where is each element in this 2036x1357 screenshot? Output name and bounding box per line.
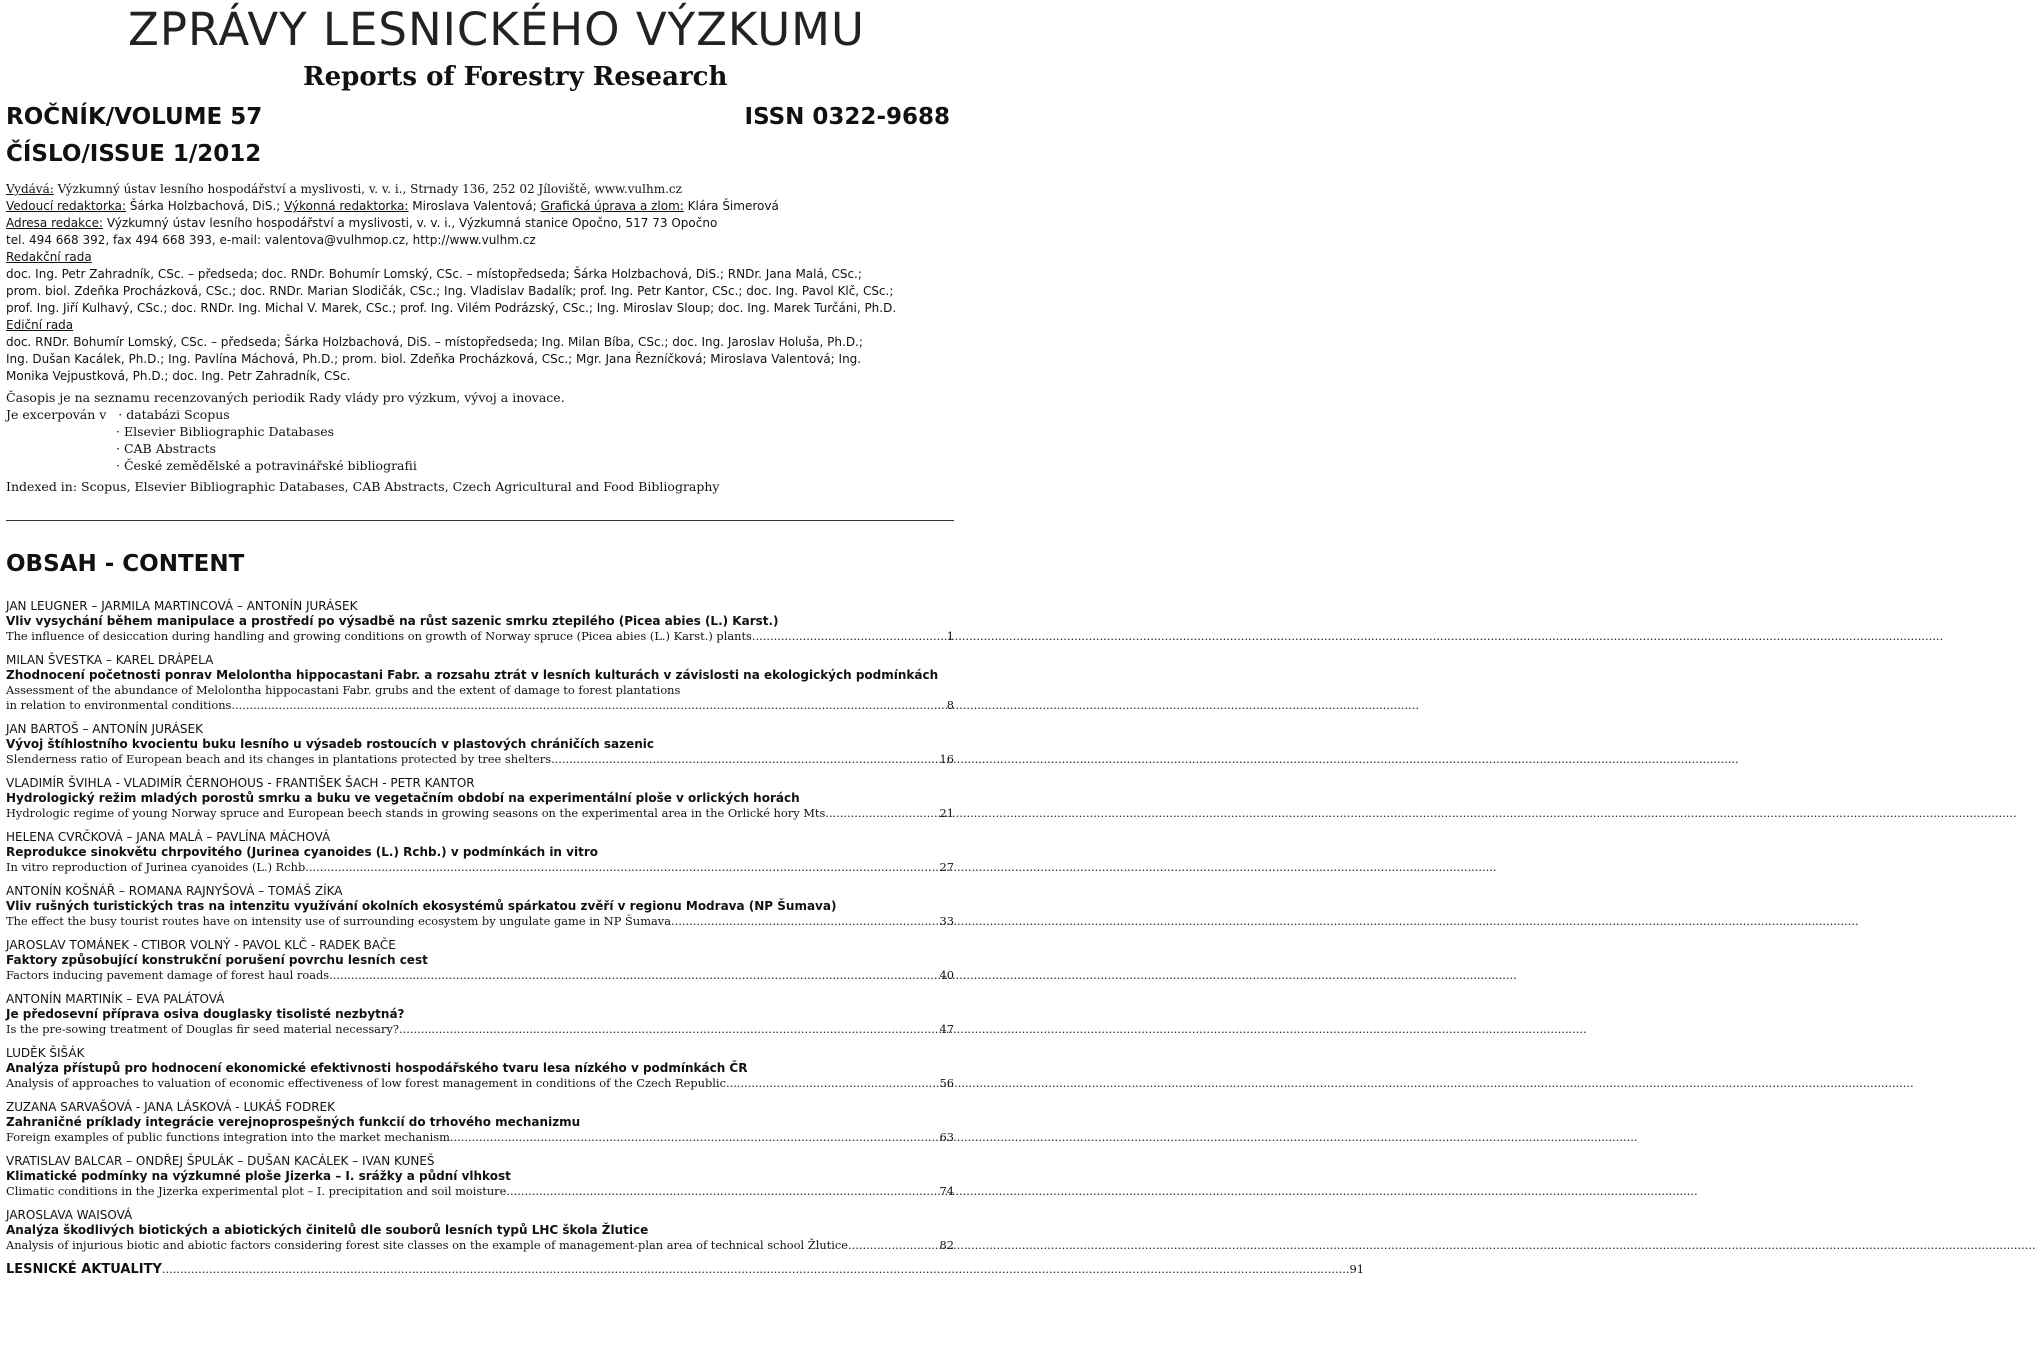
dot-leader <box>399 1022 939 1037</box>
toc-entry[interactable] <box>6 599 954 644</box>
toc-page-number: 56 <box>939 1076 954 1090</box>
excerpt-item-1: · databázi Scopus <box>118 407 230 422</box>
issn-label: ISSN 0322-9688 <box>744 104 950 130</box>
dot-leader <box>450 1130 939 1145</box>
excerpt-line <box>6 406 954 423</box>
toc-english-title: Analysis of approaches to valuation of economic effectiveness of low forest management in conditions of the Czech Republic <box>6 1076 726 1090</box>
toc-czech-title: Klimatické podmínky na výzkumné ploše Jizerka – I. srážky a půdní vlhkost <box>6 1169 511 1183</box>
contents-heading: OBSAH - CONTENT <box>6 551 245 577</box>
toc-czech-title: Analýza škodlivých biotických a abiotických činitelů dle souborů lesních typů LHC škola Žlutice <box>6 1223 649 1237</box>
toc-authors: MILAN ŠVESTKA – KAREL DRÁPELA <box>6 653 214 667</box>
toc-entry[interactable] <box>6 992 954 1037</box>
toc-english-line <box>6 968 954 983</box>
toc-english-title: Analysis of injurious biotic and abiotic factors considering forest site classes on the example of management-plan area of technical school Žlutice <box>6 1238 849 1252</box>
toc-english-title: In vitro reproduction of Jurinea cyanoides (L.) Rchb. <box>6 860 309 874</box>
toc-czech-title: Vliv rušných turistických tras na intenzitu využívání okolních ekosystémů spárkatou zvěří v regionu Modrava (NP Šumava) <box>6 899 837 913</box>
toc-entry-news[interactable] <box>6 1262 1364 1277</box>
journal-subtitle: Reports of Forestry Research <box>303 62 728 92</box>
board-label: Redakční rada <box>6 250 92 264</box>
table-of-contents <box>6 599 1364 1277</box>
indexed-line: Indexed in: Scopus, Elsevier Bibliographic Databases, CAB Abstracts, Czech Agricultural and Food Bibliography <box>6 479 720 494</box>
excerpt-item-4: · České zemědělské a potravinářské bibliografii <box>116 458 417 473</box>
toc-authors: LUDĚK ŠIŠÁK <box>6 1046 85 1060</box>
toc-english-title: Is the pre-sowing treatment of Douglas fir seed material necessary? <box>6 1022 399 1036</box>
excerpt-item-2: · Elsevier Bibliographic Databases <box>116 424 335 439</box>
toc-english-title: Foreign examples of public functions integration into the market mechanism <box>6 1130 450 1144</box>
design-text: Klára Šimerová <box>683 199 779 213</box>
toc-english-title: Slenderness ratio of European beach and its changes in plantations protected by tree shelters <box>6 752 552 766</box>
journal-title: ZPRÁVY LESNICKÉHO VÝZKUMU <box>128 3 865 56</box>
peer-review-line: Časopis je na seznamu recenzovaných periodik Rady vlády pro výzkum, vývoj a inovace. <box>6 390 565 405</box>
toc-page-number: 16 <box>939 752 954 766</box>
toc-authors: JAN LEUGNER – JARMILA MARTINCOVÁ – ANTONÍN JURÁSEK <box>6 599 358 613</box>
dot-leader <box>309 860 939 875</box>
volume-label: ROČNÍK/VOLUME 57 <box>6 104 263 130</box>
design-label: Grafická úprava a zlom: <box>540 199 684 213</box>
toc-authors: ANTONÍN KOŠNÁŘ – ROMANA RAJNYŠOVÁ – TOMÁŠ ZÍKA <box>6 884 343 898</box>
exec-editor-label: Výkonná redaktorka: <box>284 199 409 213</box>
address-line <box>6 215 954 232</box>
dot-leader <box>829 806 939 821</box>
toc-authors: HELENA CVRČKOVÁ – JANA MALÁ – PAVLÍNA MÁCHOVÁ <box>6 830 331 844</box>
publisher-label: Vydává: <box>6 182 54 196</box>
edition-line-2: Ing. Dušan Kacálek, Ph.D.; Ing. Pavlína Máchová, Ph.D.; prom. biol. Zdeňka Procházková, CSc.; Mgr. Jana Řezníčková; Miroslava Valentová; Ing. <box>6 352 862 366</box>
toc-czech-title: Vliv vysychání během manipulace a prostředí po výsadbě na růst sazenic smrku ztepilého (Picea abies (L.) Karst.) <box>6 614 779 628</box>
edition-line-3: Monika Vejpustková, Ph.D.; doc. Ing. Petr Zahradník, CSc. <box>6 369 351 383</box>
toc-page-number: 47 <box>939 1022 954 1036</box>
dot-leader <box>231 698 945 713</box>
toc-english-title: Climatic conditions in the Jizerka experimental plot – I. precipitation and soil moisture. <box>6 1184 510 1198</box>
toc-czech-title: Faktory způsobující konstrukční porušení povrchu lesních cest <box>6 953 428 967</box>
excerpt-item-3: · CAB Abstracts <box>116 441 217 456</box>
exec-editor-text: Miroslava Valentová; <box>408 199 541 213</box>
toc-english-title: The effect the busy tourist routes have on intensity use of surrounding ecosystem by ungulate game in NP Šumava <box>6 914 672 928</box>
dot-leader <box>848 1238 938 1253</box>
dot-leader <box>726 1076 939 1091</box>
toc-czech-title: Zhodnocení početnosti ponrav Melolontha hippocastani Fabr. a rozsahu ztrát v lesních kulturách v závislosti na ekologických podmínkách <box>6 668 939 682</box>
address-label: Adresa redakce: <box>6 216 104 230</box>
toc-czech-title: Analýza přístupů pro hodnocení ekonomické efektivnosti hospodářského tvaru lesa nízkého v podmínkách ČR <box>6 1061 748 1075</box>
chief-editor-text: Šárka Holzbachová, DiS.; <box>126 199 285 213</box>
excerpt-label: Je excerpován v <box>6 407 107 422</box>
toc-entry[interactable] <box>6 1154 954 1199</box>
address-text: Výzkumný ústav lesního hospodářství a myslivosti, v. v. i., Výzkumná stanice Opočno, 517 73 Opočno <box>103 216 718 230</box>
toc-authors: JAN BARTOŠ – ANTONÍN JURÁSEK <box>6 722 203 736</box>
board-line-1: doc. Ing. Petr Zahradník, CSc. – předseda; doc. RNDr. Bohumír Lomský, CSc. – místopředseda; Šárka Holzbachová, DiS.; RNDr. Jana Malá, CSc.; <box>6 267 862 281</box>
toc-authors: VRATISLAV BALCAR – ONDŘEJ ŠPULÁK – DUŠAN KACÁLEK – IVAN KUNEŠ <box>6 1154 435 1168</box>
toc-page-number: 1 <box>946 629 954 643</box>
toc-english-line <box>6 1076 954 1091</box>
toc-czech-title: Vývoj štíhlostního kvocientu buku lesního u výsadeb rostoucích v plastových chráničích sazenic <box>6 737 655 751</box>
toc-authors: ZUZANA SARVAŠOVÁ - JANA LÁSKOVÁ - LUKÁŠ FODREK <box>6 1100 335 1114</box>
toc-entry[interactable] <box>6 1046 954 1091</box>
toc-english-title: Factors inducing pavement damage of forest haul roads <box>6 968 330 982</box>
toc-page-number: 33 <box>939 914 954 928</box>
toc-entry[interactable] <box>6 830 954 875</box>
toc-page-number: 91 <box>1349 1262 1364 1276</box>
toc-page-number: 82 <box>939 1238 954 1252</box>
toc-english-line <box>6 1184 954 1199</box>
toc-entry[interactable] <box>6 938 954 983</box>
board-line-2: prom. biol. Zdeňka Procházková, CSc.; doc. RNDr. Marian Slodičák, CSc.; Ing. Vladislav Badalík; prof. Ing. Petr Kantor, CSc.; doc. Ing. Pavol Klč, CSc.; <box>6 284 894 298</box>
toc-entry[interactable] <box>6 884 954 929</box>
toc-english-line <box>6 629 954 644</box>
toc-authors: JAROSLAVA WAISOVÁ <box>6 1208 133 1222</box>
edition-line-1: doc. RNDr. Bohumír Lomský, CSc. – předseda; Šárka Holzbachová, DiS. – místopředseda; Ing. Milan Bíba, CSc.; doc. Ing. Jaroslav Holuša, Ph.D.; <box>6 335 863 349</box>
toc-authors: VLADIMÍR ŠVIHLA - VLADIMÍR ČERNOHOUS - FRANTIŠEK ŠACH - PETR KANTOR <box>6 776 475 790</box>
toc-english-line <box>6 752 954 767</box>
toc-entry[interactable] <box>6 776 954 821</box>
toc-english-line <box>6 1022 954 1037</box>
issue-label: ČÍSLO/ISSUE 1/2012 <box>6 141 262 167</box>
publisher-text: Výzkumný ústav lesního hospodářství a myslivosti, v. v. i., Strnady 136, 252 02 Jíloviště, www.vulhm.cz <box>53 182 682 196</box>
toc-entry[interactable] <box>6 1208 954 1253</box>
toc-news-label: LESNICKÉ AKTUALITY <box>6 1262 162 1277</box>
toc-english-title: Hydrologic regime of young Norway spruce and European beech stands in growing seasons on the experimental area in the Orlické hory Mts. <box>6 806 829 820</box>
chief-editor-label: Vedoucí redaktorka: <box>6 199 127 213</box>
dot-leader <box>756 629 946 644</box>
toc-authors: JAROSLAV TOMÁNEK - CTIBOR VOLNÝ - PAVOL KLČ - RADEK BAČE <box>6 938 396 952</box>
masthead <box>6 181 954 495</box>
publisher-line <box>6 181 954 198</box>
toc-entry[interactable] <box>6 1100 954 1145</box>
toc-page-number: 27 <box>939 860 954 874</box>
toc-czech-title: Reprodukce sinokvětu chrpovitého (Jurinea cyanoides (L.) Rchb.) v podmínkách in vitro <box>6 845 598 859</box>
dot-leader <box>551 752 938 767</box>
edition-label: Ediční rada <box>6 318 74 332</box>
toc-english-line <box>6 806 954 821</box>
section-divider <box>6 520 954 521</box>
dot-leader <box>510 1184 939 1199</box>
toc-english-line <box>6 698 954 713</box>
toc-authors: ANTONÍN MARTINÍK – EVA PALÁTOVÁ <box>6 992 225 1006</box>
toc-english-line <box>6 914 954 929</box>
toc-english-title: The influence of desiccation during handling and growing conditions on growth of Norway spruce (Picea abies (L.) Karst.) plants. <box>6 629 756 643</box>
toc-czech-title: Zahraničné príklady integrácie verejnoprospešných funkcií do trhového mechanizmu <box>6 1115 581 1129</box>
toc-english-line <box>6 1238 954 1253</box>
board-line-3: prof. Ing. Jiří Kulhavý, CSc.; doc. RNDr. Ing. Michal V. Marek, CSc.; prof. Ing. Vilém Podrázský, CSc.; Ing. Miroslav Sloup; doc. Ing. Marek Turčáni, Ph.D. <box>6 301 897 315</box>
toc-english-line <box>6 1130 954 1145</box>
toc-czech-title: Hydrologický režim mladých porostů smrku a buku ve vegetačním období na experimentální ploše v orlických horách <box>6 791 800 805</box>
editors-line <box>6 198 954 215</box>
toc-entry[interactable] <box>6 722 954 767</box>
contact-line: tel. 494 668 392, fax 494 668 393, e-mail: valentova@vulhmop.cz, http://www.vulhm.cz <box>6 233 536 247</box>
toc-czech-title: Je předosevní příprava osiva douglasky tisolisté nezbytná? <box>6 1007 405 1021</box>
dot-leader <box>329 968 938 983</box>
toc-page-number: 63 <box>939 1130 954 1144</box>
toc-page-number: 74 <box>939 1184 954 1198</box>
toc-english-line <box>6 860 954 875</box>
toc-entry[interactable] <box>6 653 954 713</box>
dot-leader <box>671 914 938 929</box>
toc-page-number: 40 <box>939 968 954 982</box>
toc-page-number: 21 <box>939 806 954 820</box>
toc-page-number: 8 <box>946 698 954 712</box>
toc-english-title: in relation to environmental conditions <box>6 698 232 712</box>
toc-english-title-line-1: Assessment of the abundance of Melolontha hippocastani Fabr. grubs and the extent of damage to forest plantations <box>6 683 681 697</box>
dot-leader <box>162 1262 1350 1276</box>
